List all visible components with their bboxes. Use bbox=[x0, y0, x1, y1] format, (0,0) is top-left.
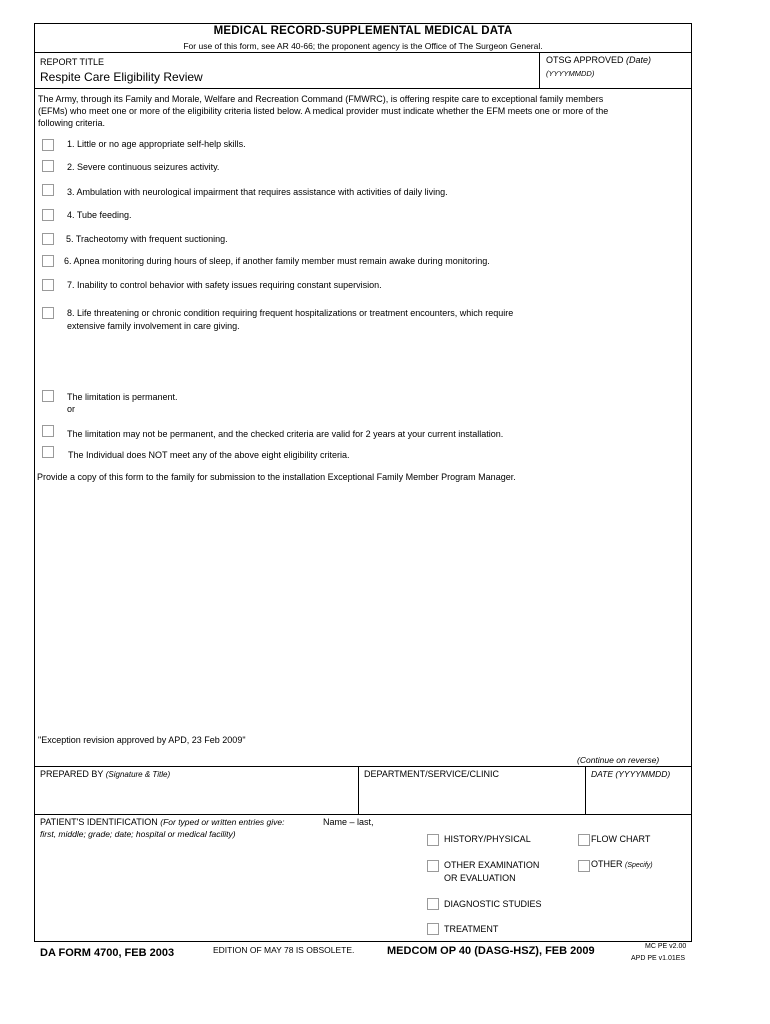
patient-id-label: PATIENT'S IDENTIFICATION bbox=[40, 817, 158, 827]
patient-id-line-2: first, middle; grade; date; hospital or medical facility) bbox=[40, 829, 236, 839]
prepared-top-divider bbox=[34, 766, 692, 767]
criteria-1-label: 1. Little or no age appropriate self-help skills. bbox=[67, 139, 246, 149]
intro-line-2: (EFMs) who meet one or more of the eligibility criteria listed below. A medical provider must indicate whether the EFM meets one or more of the bbox=[38, 106, 609, 116]
criteria-4-checkbox[interactable] bbox=[42, 209, 54, 221]
footer-edition: EDITION OF MAY 78 IS OBSOLETE. bbox=[213, 945, 355, 955]
footer-form-number: DA FORM 4700, FEB 2003 bbox=[40, 947, 175, 959]
criteria-4-label: 4. Tube feeding. bbox=[67, 210, 132, 220]
prepared-by-sublabel: (Signature & Title) bbox=[105, 770, 171, 779]
report-divider bbox=[34, 88, 692, 89]
criteria-3-label: 3. Ambulation with neurological impairment that requires assistance with activities of daily living. bbox=[67, 187, 448, 197]
header-divider bbox=[34, 52, 692, 53]
form-subtitle: For use of this form, see AR 40-66; the proponent agency is the Office of The Surgeon General. bbox=[183, 41, 543, 51]
other-examination-label-1: OTHER EXAMINATION bbox=[444, 860, 540, 870]
criteria-2-label: 2. Severe continuous seizures activity. bbox=[67, 162, 220, 172]
continue-on-reverse: (Continue on reverse) bbox=[577, 755, 660, 765]
intro-line-1: The Army, through its Family and Morale, Welfare and Recreation Command (FMWRC), is offering respite care to exceptional family members bbox=[38, 94, 604, 104]
prepared-by-text: PREPARED BY bbox=[40, 769, 104, 779]
history-physical-label: HISTORY/PHYSICAL bbox=[444, 834, 531, 844]
criteria-3-checkbox[interactable] bbox=[42, 184, 54, 196]
limitation-not-permanent-checkbox[interactable] bbox=[42, 425, 54, 437]
not-meet-checkbox[interactable] bbox=[42, 446, 54, 458]
prepared-bottom-divider bbox=[34, 814, 692, 815]
criteria-8-label-cont: extensive family involvement in care giving. bbox=[67, 321, 240, 331]
department-label: DEPARTMENT/SERVICE/CLINIC bbox=[364, 769, 500, 779]
treatment-checkbox[interactable] bbox=[427, 923, 439, 935]
other-text: OTHER bbox=[591, 859, 623, 869]
report-title-label: REPORT TITLE bbox=[40, 57, 105, 67]
limitation-not-permanent-label: The limitation may not be permanent, and the checked criteria are valid for 2 years at your current installation. bbox=[67, 429, 504, 439]
criteria-5-label: 5. Tracheotomy with frequent suctioning. bbox=[66, 234, 228, 244]
criteria-6-label: 6. Apnea monitoring during hours of sleep, if another family member must remain awake during monitoring. bbox=[64, 256, 490, 266]
patient-id-instr: (For typed or written entries give: bbox=[160, 817, 285, 827]
criteria-6-checkbox[interactable] bbox=[42, 255, 54, 267]
footer-apd-pe: APD PE v1.01ES bbox=[631, 955, 686, 962]
diagnostic-studies-label: DIAGNOSTIC STUDIES bbox=[444, 899, 542, 909]
other-checkbox[interactable] bbox=[578, 860, 590, 872]
intro-line-3: following criteria. bbox=[38, 118, 106, 128]
form-border-right bbox=[691, 23, 692, 942]
otsg-approved-text: OTSG APPROVED bbox=[546, 55, 624, 65]
criteria-1-checkbox[interactable] bbox=[42, 139, 54, 151]
criteria-5-checkbox[interactable] bbox=[42, 233, 54, 245]
criteria-7-label: 7. Inability to control behavior with safety issues requiring constant supervision. bbox=[67, 280, 382, 290]
other-label bbox=[591, 859, 653, 869]
patient-id-line-1 bbox=[40, 817, 285, 827]
limitation-permanent-checkbox[interactable] bbox=[42, 390, 54, 402]
not-meet-label: The Individual does NOT meet any of the above eight eligibility criteria. bbox=[68, 450, 350, 460]
otsg-divider bbox=[539, 52, 540, 88]
report-title-value[interactable]: Respite Care Eligibility Review bbox=[40, 70, 203, 84]
form-title: MEDICAL RECORD-SUPPLEMENTAL MEDICAL DATA bbox=[213, 25, 513, 37]
form-border-left bbox=[34, 23, 35, 942]
treatment-label: TREATMENT bbox=[444, 924, 499, 934]
history-physical-checkbox[interactable] bbox=[427, 834, 439, 846]
provide-copy-note: Provide a copy of this form to the family for submission to the installation Exceptional Family Member Program Manager. bbox=[37, 472, 516, 482]
patient-id-name-hint: Name – last, bbox=[323, 817, 374, 827]
other-specify: (Specify) bbox=[625, 862, 653, 869]
criteria-2-checkbox[interactable] bbox=[42, 160, 54, 172]
footer-mc-pe: MC PE v2.00 bbox=[645, 943, 687, 950]
criteria-8-checkbox[interactable] bbox=[42, 307, 54, 319]
otsg-format: (YYYYMMDD) bbox=[546, 69, 595, 78]
form-border-top bbox=[34, 23, 692, 24]
limitation-or: or bbox=[67, 404, 76, 414]
otsg-date-hint: (Date) bbox=[626, 55, 652, 65]
other-examination-label-2: OR EVALUATION bbox=[444, 873, 516, 883]
criteria-7-checkbox[interactable] bbox=[42, 279, 54, 291]
flow-chart-checkbox[interactable] bbox=[578, 834, 590, 846]
prepared-divider-1 bbox=[358, 766, 359, 814]
limitation-permanent-label: The limitation is permanent. bbox=[67, 392, 178, 402]
flow-chart-label: FLOW CHART bbox=[591, 834, 651, 844]
other-examination-checkbox[interactable] bbox=[427, 860, 439, 872]
prepared-by-label bbox=[40, 769, 170, 779]
date-label: DATE (YYYYMMDD) bbox=[591, 769, 671, 779]
footer-medcom: MEDCOM OP 40 (DASG-HSZ), FEB 2009 bbox=[387, 945, 595, 957]
exception-note: "Exception revision approved by APD, 23 Feb 2009" bbox=[38, 735, 246, 745]
prepared-divider-2 bbox=[585, 766, 586, 814]
criteria-8-label: 8. Life threatening or chronic condition requiring frequent hospitalizations or treatment encounters, which require bbox=[67, 308, 514, 318]
diagnostic-studies-checkbox[interactable] bbox=[427, 898, 439, 910]
form-border-bottom bbox=[34, 941, 692, 942]
otsg-label bbox=[546, 55, 651, 65]
